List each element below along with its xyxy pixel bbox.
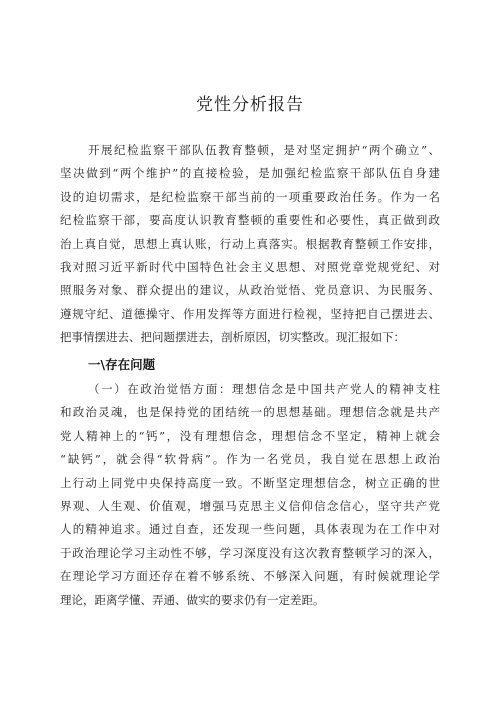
paragraph-line: 坚决做到“两个维护”的直接检验，是加强纪检监察干部队伍自身建: [60, 166, 440, 181]
paragraph-line: 人的精神追求。通过自查，还发现一些问题，具体表现为在工作中对: [60, 522, 440, 537]
paragraph-line: 设的迫切需求，是纪检监察干部当前的一项重要政治任务。作为一名: [60, 189, 440, 204]
paragraph-line: 纪检监察干部，要高度认识教育整顿的重要性和必要性，真正做到政: [60, 213, 440, 228]
paragraph-line: 和政治灵魂，也是保持党的团结统一的思想基础。理想信念就是共产: [60, 405, 440, 420]
paragraph-line: 于政治理论学习主动性不够，学习深度没有这次教育整顿学习的深入，: [60, 545, 440, 560]
document-title: 党性分析报告: [196, 95, 304, 115]
paragraph-line: 我对照习近平新时代中国特色社会主义思想、对照党章党规党纪、对: [60, 260, 440, 274]
paragraph-line: “缺钙”，就会得“软骨病”。作为一名党员，我自觉在思想上政治: [60, 452, 440, 467]
paragraph-line: （一）在政治觉悟方面：理想信念是中国共产党人的精神支柱: [88, 382, 440, 396]
paragraph-line: 照服务对象、群众提出的建议，从政治觉悟、党员意识、为民服务、: [60, 283, 440, 298]
paragraph-line: 治上真自觉，思想上真认账，行动上真落实。根据教育整顿工作安排，: [60, 236, 440, 251]
paragraph-line: 理论，距离学懂、弄通、做实的要求仍有一定差距。: [60, 592, 325, 607]
paragraph-line: 党人精神上的“钙”，没有理想信念，理想信念不坚定，精神上就会: [60, 428, 440, 443]
paragraph-line: 界观、人生观、价值观，增强马克思主义信仰信念信心，坚守共产党: [60, 499, 440, 513]
section-heading: 一\存在问题: [88, 357, 156, 372]
paragraph-line: 上行动上同党中央保持高度一致。不断坚定理想信念，树立正确的世: [60, 475, 440, 490]
paragraph-line: 把事情摆进去、把问题摆进去，剖析原因，切实整改。现汇报如下：: [60, 330, 405, 345]
paragraph-line: 在理论学习方面还存在着不够系统、不够深入问题，有时候就理论学: [60, 569, 440, 584]
paragraph-line: 遵规守纪、道德操守、作用发挥等方面进行检视，坚持把自己摆进去、: [60, 306, 440, 321]
paragraph-line: 开展纪检监察干部队伍教育整顿，是对坚定拥护“两个确立”、: [88, 143, 440, 157]
